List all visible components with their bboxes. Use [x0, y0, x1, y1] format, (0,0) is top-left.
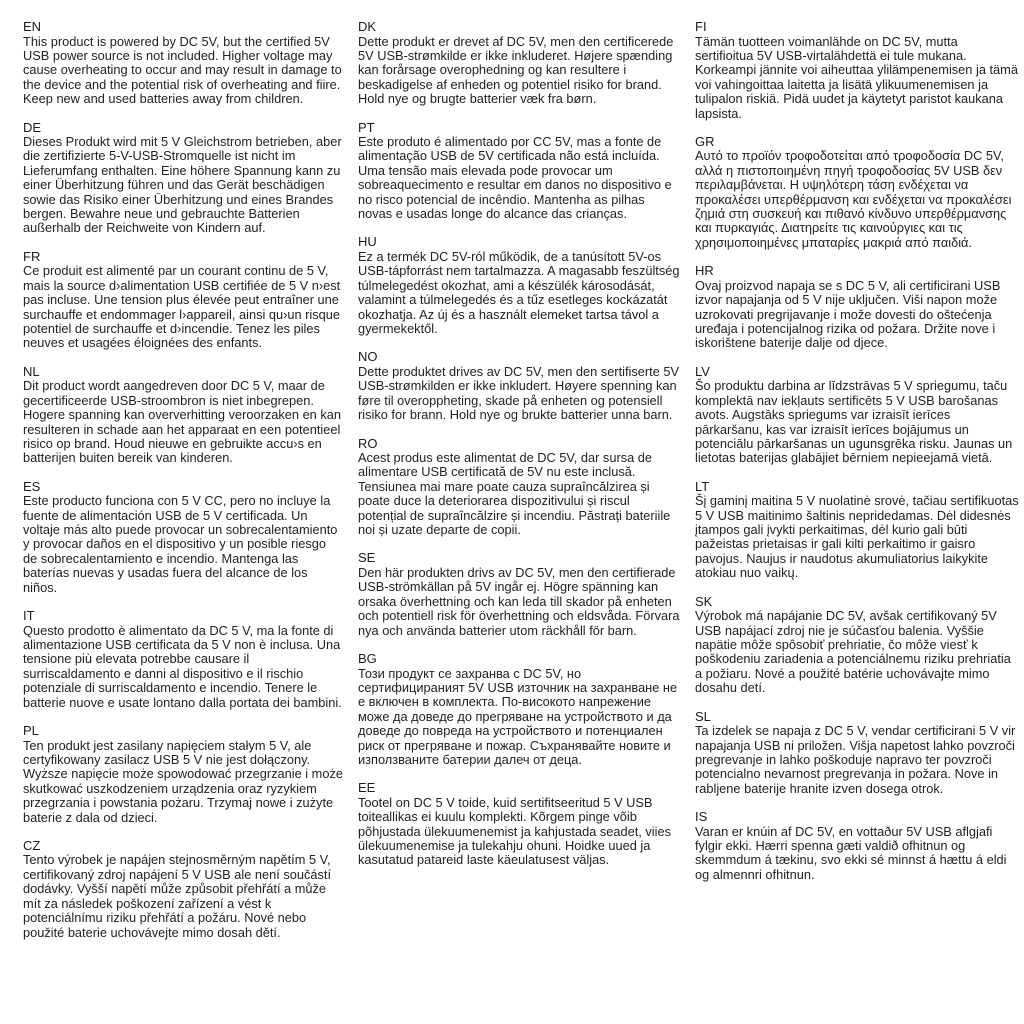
language-block-ro: [358, 437, 680, 538]
language-text: Tento výrobek je napájen stejnosměrným napětím 5 V, certifikovaný zdroj napájení 5 V USB ale není součástí dodávky. Vyšší napětí může způsobit přehřátí a může mít za následek poškození zařízení a vést k potenciálnímu riziku přehřátí a požáru. Nové nebo použité baterie uchovávejte mimo dosah dětí.: [23, 852, 332, 940]
language-block-ee: [358, 781, 680, 868]
language-code: RO: [358, 435, 378, 451]
language-block-no: [358, 350, 680, 422]
language-text: Varan er knúin af DC 5V, en vottaður 5V USB aflgjafi fylgir ekki. Hærri spenna gæti valdið ofhitnun og skemmdum á tækinu, svo ekki sé minnst á hættu á eldi og almennri ofhitnun.: [695, 823, 1007, 882]
language-code: FI: [695, 19, 707, 34]
language-code: CZ: [23, 837, 41, 853]
language-code: HU: [358, 234, 377, 250]
language-text: Šo produktu darbina ar līdzstrāvas 5 V spriegumu, taču komplektā nav iekļauts sertificēts 5 V USB barošanas avots. Augstāks spriegums var izraisīt ierīces pārkaršanu, kas var izraisīt ierīces bojājumus un potenciālu pārkaršanas un ugunsgrēka risku. Jaunas un lietotas baterijas glabājiet bērniem nepieejamā vietā.: [695, 378, 1013, 466]
language-code: NO: [358, 349, 378, 365]
language-block-cz: [23, 839, 343, 940]
language-text: Den här produkten drivs av DC 5V, men den certifierade USB-strömkällan på 5V ingår ej. Högre spänning kan orsaka överhettning och kan leda till skador på enheten och potentiell risk för överhettning och eldsvåda. Förvara nya och använda batterier utom räckhåll för barn.: [358, 564, 680, 638]
language-code: PL: [23, 723, 39, 739]
language-text: Acest produs este alimentat de DC 5V, dar sursa de alimentare USB certificată de 5V nu este inclusă. Tensiunea mai mare poate cauza supraîncălzirea și poate duce la deteriorarea dispozitivului și riscul potențial de supraîncălzire și incendiu. Păstrați bateriile noi și uzate departe de copii.: [358, 450, 671, 538]
language-text: Ovaj proizvod napaja se s DC 5 V, ali certificirani USB izvor napajanja od 5 V nije uključen. Viši napon može uzrokovati pregrijavanje i može dovesti do oštećenja uređaja i potencijalnog rizika od požara. Držite nove i iskorištene baterije dalje od djece.: [695, 277, 1001, 351]
language-code: LV: [695, 363, 710, 379]
language-block-lt: [695, 480, 1019, 581]
language-text: Výrobok má napájanie DC 5V, avšak certifikovaný 5V USB napájací zdroj nie je súčasťou balenia. Vyššie napätie môže spôsobiť prehriatie, čo môže viesť k poškodeniu zariadenia a potenciálnemu riziku prehriatia a požiaru. Nové a použité batérie uchovávajte mimo dosahu detí.: [695, 608, 1011, 696]
language-block-pt: [358, 121, 680, 222]
column-2: [358, 20, 680, 882]
language-code: EE: [358, 780, 376, 796]
language-code: IT: [23, 608, 35, 624]
language-block-sl: [695, 710, 1019, 797]
language-code: BG: [358, 651, 377, 666]
language-block-it: [23, 609, 343, 710]
language-code: FR: [23, 248, 41, 264]
language-block-hr: [695, 264, 1019, 351]
language-block-sk: [695, 595, 1019, 696]
language-block-gr: [695, 135, 1019, 250]
language-text: Este producto funciona con 5 V CC, pero no incluye la fuente de alimentación USB de 5 V certificada. Un voltaje más alto puede provocar un sobrecalentamiento y provocar daños en el dispositivo y un posible riesgo de sobrecalentamiento e incendio. Mantenga las baterías nuevas y usadas fuera del alcance de los niños.: [23, 493, 338, 595]
language-text: Dette produktet drives av DC 5V, men den sertifiserte 5V USB-strømkilden er ikke inkludert. Høyere spenning kan føre til overoppheting, skade på enheten og potensiell risiko for brann. Hold nye og brukte batterier unna barn.: [358, 363, 680, 423]
language-code: GR: [695, 133, 715, 149]
language-code: DE: [23, 119, 42, 135]
language-text: Dit product wordt aangedreven door DC 5 V, maar de gecertificeerde USB-stroombron is niet inbegrepen. Hogere spanning kan oververhitting veroorzaken en kan resulteren in schade aan het apparaat en een potentieel risico op brand. Houd nieuwe en gebruikte accu›s en batterijen buiten bereik van kinderen.: [23, 378, 341, 466]
language-code: EN: [23, 19, 42, 34]
language-block-se: [358, 551, 680, 638]
language-text: Този продукт се захранва с DC 5V, но сертифицираният 5V USB източник на захранване не е включен в комплекта. По-високото напрежение може да доведе до прегряване на устройството и да доведе до повреда на устройството и потенциален риск от прегряване и пожар. Съхранявайте новите и използваните батерии далеч от деца.: [358, 665, 678, 767]
language-text: Ce produit est alimenté par un courant continu de 5 V, mais la source d›alimentation USB certifiée de 5 V n›est pas incluse. Une tension plus élevée peut entraîner une surchauffe et endommager l›appareil, ainsi qu›un risque potentiel de surchauffe et d›incendie. Tenez les piles neuves et usagées éloignées des enfants.: [23, 263, 341, 351]
language-text: Αυτό το προϊόν τροφοδοτείται από τροφοδοσία DC 5V, αλλά η πιστοποιημένη πηγή τροφοδοσίας 5V USB δεν περιλαμβάνεται. Η υψηλότερη τάση ενδέχεται να προκαλέσει υπερθέρμανση και ενδέχεται να προκαλέσει ζημιά στη συσκευή και πιθανό κίνδυνο υπερθέρμανσης και πυρκαγιάς. Διατηρείτε τις καινούργιες και τις χρησιμοποιημένες μπαταρίες μακριά από παιδιά.: [695, 148, 1012, 250]
language-text: Dieses Produkt wird mit 5 V Gleichstrom betrieben, aber die zertifizierte 5-V-USB-Stromquelle ist nicht im Lieferumfang enthalten. Eine höhere Spannung kann zu einer Überhitzung führen und das Gerät beschädigen sowie das Risiko einer Überhitzung und eines Brandes bergen. Bewahre neue und gebrauchte Batterien außerhalb der Reichweite von Kindern auf.: [23, 134, 342, 236]
language-block-nl: [23, 365, 343, 466]
language-text: Šį gaminį maitina 5 V nuolatinė srovė, tačiau sertifikuotas 5 V USB maitinimo šaltinis nepridedamas. Dėl didesnės įtampos gali įvykti perkaitimas, dėl kurio gali būti pažeistas prietaisas ir gali kilti perkaitimo ir gaisro pavojus. Naujus ir naudotus akumuliatorius laikykite atokiau nuo vaikų.: [695, 493, 1019, 581]
language-block-en: [23, 20, 343, 107]
language-code: PT: [358, 119, 375, 135]
language-code: SK: [695, 593, 713, 609]
language-code: IS: [695, 809, 708, 825]
language-block-is: [695, 810, 1019, 882]
language-text: Ta izdelek se napaja z DC 5 V, vendar certificirani 5 V vir napajanja USB ni priložen. Višja napetost lahko povzroči pregrevanje in lahko poškoduje napravo ter povzroči potencialno nevarnost pregrevanja in požara. Nove in rabljene baterije hranite izven dosega otrok.: [695, 723, 1016, 796]
language-code: SL: [695, 708, 711, 724]
language-block-fi: [695, 20, 1019, 121]
language-code: HR: [695, 263, 714, 279]
language-block-es: [23, 480, 343, 595]
column-1: [23, 20, 343, 954]
language-code: SE: [358, 550, 376, 566]
language-text: This product is powered by DC 5V, but the certified 5V USB power source is not included. Higher voltage may cause overheating to occur and may result in damage to the device and the potential risk of overheating and fiire. Keep new and used batteries away from children.: [23, 33, 342, 107]
language-code: DK: [358, 19, 377, 34]
language-text: Tootel on DC 5 V toide, kuid sertifitseeritud 5 V USB toiteallikas ei kuulu komplekti. Kõrgem pinge võib põhjustada ülekuumenemist ja kahjustada seadet, viies ülekuumenemise ja tulekahju ohuni. Hoidke uued ja kasutatud patareid laste käeulatusest väljas.: [358, 794, 672, 868]
language-block-pl: [23, 724, 343, 825]
language-text: Tämän tuotteen voimanlähde on DC 5V, mutta sertifioitua 5V USB-virtalähdettä ei tule mukana. Korkeampi jännite voi aiheuttaa ylilämpenemisen ja tämä voi vahingoittaa laitetta ja lisätä ylikuumenemisen ja tulipalon riskiä. Pidä uudet ja käytetyt paristot kaukana lapsista.: [695, 33, 1018, 121]
language-code: ES: [23, 478, 41, 494]
language-code: NL: [23, 363, 40, 379]
language-text: Este produto é alimentado por CC 5V, mas a fonte de alimentação USB de 5V certificada não está incluída. Uma tensão mais elevada pode provocar um sobreaquecimento e resultar em danos no dispositivo e no risco potencial de incêndio. Mantenha as pilhas novas e usadas longe do alcance das crianças.: [358, 134, 672, 222]
language-text: Questo prodotto è alimentato da DC 5 V, ma la fonte di alimentazione USB certificata da 5 V non è inclusa. Una tensione più elevata potrebbe causare il surriscaldamento e danni al dispositivo e il rischio potenziale di surriscaldamento e incendio. Tenere le batterie nuove e usate lontano dalla portata dei bambini.: [23, 622, 342, 710]
language-block-de: [23, 121, 343, 236]
language-text: Ez a termék DC 5V-ról működik, de a tanúsított 5V-os USB-tápforrást nem tartalmazza. A magasabb feszültség túlmelegedést okozhat, ami a készülék károsodását, valamint a túlmelegedés és a tűz esetleges kockázatát okozhatja. Az új és a használt elemeket tartsa távol a gyermekektől.: [358, 248, 680, 336]
language-block-dk: [358, 20, 680, 107]
language-block-lv: [695, 365, 1019, 466]
language-text: Ten produkt jest zasilany napięciem stałym 5 V, ale certyfikowany zasilacz USB 5 V nie jest dołączony. Wyższe napięcie może spowodować przegrzanie i może skutkować uszkodzeniem urządzenia oraz ryzykiem przegrzania i powstania pożaru. Trzymaj nowe i zużyte baterie z dala od dzieci.: [23, 737, 343, 825]
language-code: LT: [695, 478, 710, 494]
column-3: [695, 20, 1019, 896]
language-block-bg: [358, 652, 680, 767]
language-text: Dette produkt er drevet af DC 5V, men den certificerede 5V USB-strømkilde er ikke inkluderet. Højere spænding kan forårsage overophedning og kan resultere i beskadigelse af enheden og potentiel risiko for brand. Hold nye og brugte batterier væk fra børn.: [358, 33, 674, 107]
language-block-fr: [23, 250, 343, 351]
language-block-hu: [358, 235, 680, 336]
